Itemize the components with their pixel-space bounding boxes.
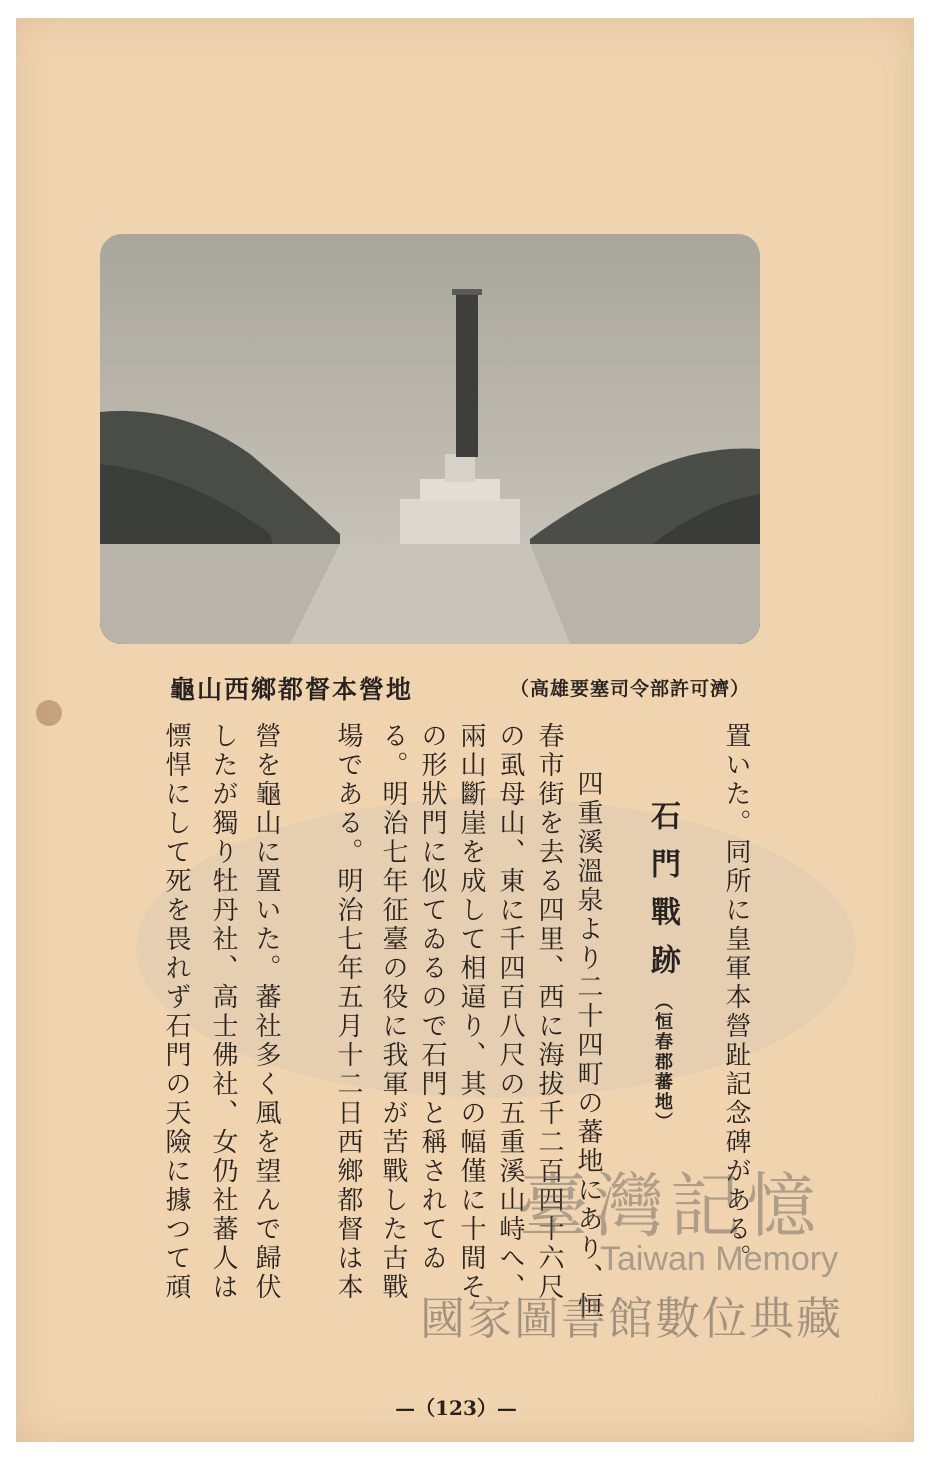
watermark-library: 國家圖書館數位典藏 <box>420 1292 844 1345</box>
text-column-11: 慓悍にして死を畏れず石門の天險に據つて頑 <box>161 722 191 1302</box>
text-column-7: る。明治七年征臺の役に我軍が苦戰した古戰 <box>378 722 408 1302</box>
photo-caption <box>150 670 750 710</box>
section-heading <box>640 800 684 1132</box>
watermark-english: Taiwan Memory <box>600 1240 839 1278</box>
text-column-10: したが獨り牡丹社、高士佛社、女仍社蕃人は <box>208 722 238 1302</box>
section-heading-subtitle: （恒春郡蕃地） <box>652 992 673 1132</box>
section-heading-title: 石門戰跡 <box>645 800 680 992</box>
text-column-9: 營を龜山に置いた。蕃社多く風を望んで歸伏 <box>251 722 281 1302</box>
text-column-6: の形狀門に似てゐるので石門と稱されてゐ <box>417 722 447 1273</box>
photo-caption-note: （高雄要塞司令部許可濟） <box>509 678 750 700</box>
text-column-2: 四重溪溫泉より二十四町の蕃地にあり、恒 <box>573 770 603 1321</box>
text-column-5: 兩山斷崖を成して相逼り、其の幅僅に十間そ <box>456 722 486 1302</box>
monument-photo-illustration <box>100 234 760 644</box>
page-stain <box>36 700 62 726</box>
page-number: —（123）— <box>395 1396 517 1420</box>
text-column-4: の虱母山、東に千四百八尺の五重溪山峙へ、 <box>495 722 525 1302</box>
text-column-1: 置いた。同所に皇軍本營趾記念碑がある。 <box>721 722 751 1273</box>
watermark-chinese: 臺灣記憶 <box>518 1165 822 1247</box>
photo-caption-title: 龜山西鄉都督本營地 <box>170 675 414 704</box>
text-column-3: 春市街を去る四里、西に海拔千二百四十六尺 <box>534 722 564 1302</box>
monument-photo <box>100 234 760 644</box>
text-column-8: 場である。明治七年五月十二日西鄉都督は本 <box>333 722 363 1302</box>
